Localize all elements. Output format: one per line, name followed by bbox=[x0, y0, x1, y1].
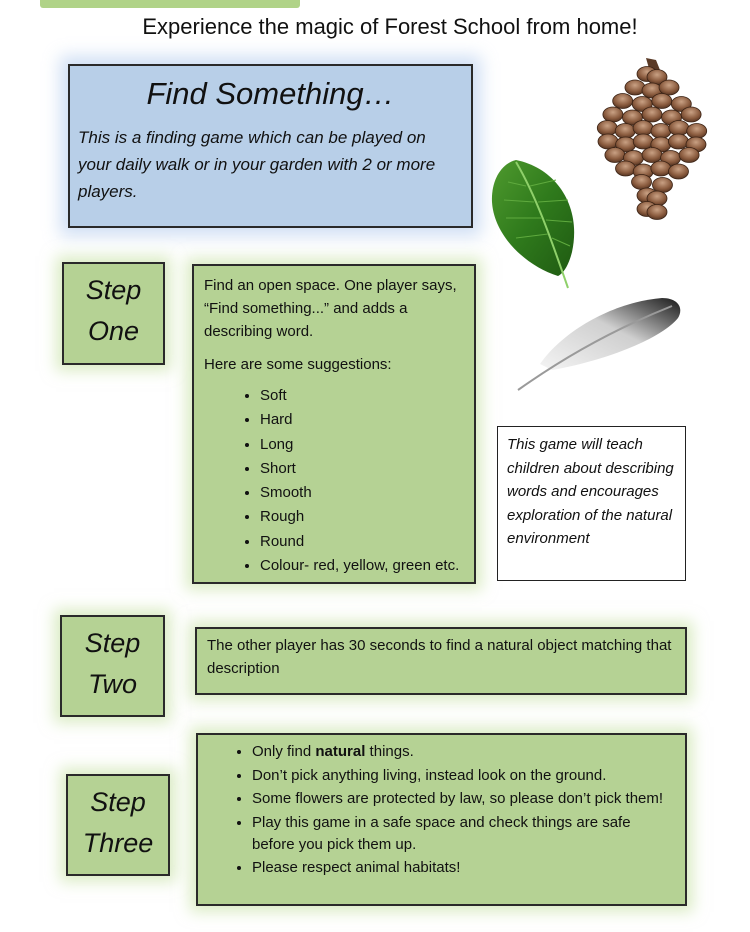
pinecone-scale bbox=[642, 107, 662, 122]
intro-box bbox=[68, 64, 473, 228]
pinecone-scale bbox=[687, 124, 707, 139]
pinecone-scale bbox=[613, 94, 633, 109]
game-title: Find Something… bbox=[146, 76, 395, 111]
pinecone-scale bbox=[633, 134, 653, 149]
header-title-fragment bbox=[40, 0, 300, 8]
feather-image bbox=[512, 294, 684, 392]
pinecone-scale bbox=[669, 121, 689, 136]
list-item: • Soft bbox=[260, 384, 464, 408]
step-three-content bbox=[196, 733, 687, 906]
step-three-label bbox=[66, 774, 170, 876]
pinecone-scale bbox=[681, 107, 701, 122]
list-item: • Smooth bbox=[260, 481, 464, 505]
rule-text: Only find bbox=[252, 743, 316, 760]
list-item bbox=[252, 741, 675, 763]
pinecone-scale bbox=[659, 80, 679, 95]
list-item: • Long bbox=[260, 433, 464, 457]
step-one-label bbox=[62, 262, 165, 365]
rules-list bbox=[208, 741, 675, 879]
rule-emphasis: natural bbox=[315, 743, 366, 760]
pinecone-image bbox=[590, 56, 714, 222]
list-item: • Please respect animal habitats! bbox=[252, 857, 675, 879]
step-one-label-line1: Step bbox=[85, 275, 142, 305]
list-item: • Some flowers are protected by law, so please don’t pick them! bbox=[252, 788, 675, 810]
pinecone-scale bbox=[597, 121, 617, 136]
step-two-text: The other player has 30 seconds to find a natural object matching that description bbox=[207, 637, 672, 677]
step-two-label-line2: Two bbox=[87, 669, 137, 699]
pinecone-scale bbox=[668, 134, 688, 149]
step-three-label-line1: Step bbox=[90, 787, 146, 817]
game-description: This is a finding game which can be played on your daily walk or in your garden with 2 or more players. bbox=[78, 128, 436, 201]
list-item: • Rough bbox=[260, 505, 464, 529]
pinecone-scale bbox=[651, 161, 671, 176]
side-note: This game will teach children about describing words and encourages exploration of the natural environment bbox=[497, 426, 686, 581]
pinecone-scale bbox=[679, 148, 699, 163]
pinecone-scale bbox=[616, 161, 636, 176]
pinecone-scale bbox=[652, 178, 672, 193]
step-two-label bbox=[60, 615, 165, 717]
list-item: • Hard bbox=[260, 408, 464, 432]
list-item: • Round bbox=[260, 530, 464, 554]
pinecone-scale bbox=[605, 148, 625, 163]
step-one-text: Find an open space. One player says, “Find something...” and adds a describing word. bbox=[204, 277, 457, 340]
step-two-label-line1: Step bbox=[84, 628, 141, 658]
list-item: • Short bbox=[260, 457, 464, 481]
page-subtitle: Experience the magic of Forest School from home! bbox=[142, 14, 638, 39]
pinecone-scale bbox=[632, 175, 652, 190]
pinecone-scale bbox=[598, 134, 618, 149]
leaf-image bbox=[486, 156, 582, 292]
list-item: • Play this game in a safe space and check things are safe before you pick them up. bbox=[252, 812, 675, 856]
pinecone-scale bbox=[651, 124, 671, 139]
pinecone-scale bbox=[615, 124, 635, 139]
pinecone-scale bbox=[647, 205, 667, 220]
list-item: • Don’t pick anything living, instead look on the ground. bbox=[252, 765, 675, 787]
step-three-label-line2: Three bbox=[82, 828, 154, 858]
pinecone-scale bbox=[603, 107, 623, 122]
pinecone-scale bbox=[633, 121, 653, 136]
pinecone-scale bbox=[642, 148, 662, 163]
step-one-content bbox=[192, 264, 476, 584]
pinecone-scale bbox=[652, 94, 672, 109]
suggestions-intro: Here are some suggestions: bbox=[204, 356, 392, 373]
step-two-content bbox=[195, 627, 687, 695]
pinecone-scale bbox=[625, 80, 645, 95]
pinecone-scale bbox=[668, 164, 688, 179]
step-one-label-line2: One bbox=[87, 316, 140, 346]
suggestion-list bbox=[204, 384, 464, 578]
rule-text: things. bbox=[365, 743, 414, 760]
list-item: • Colour- red, yellow, green etc. bbox=[260, 554, 464, 578]
